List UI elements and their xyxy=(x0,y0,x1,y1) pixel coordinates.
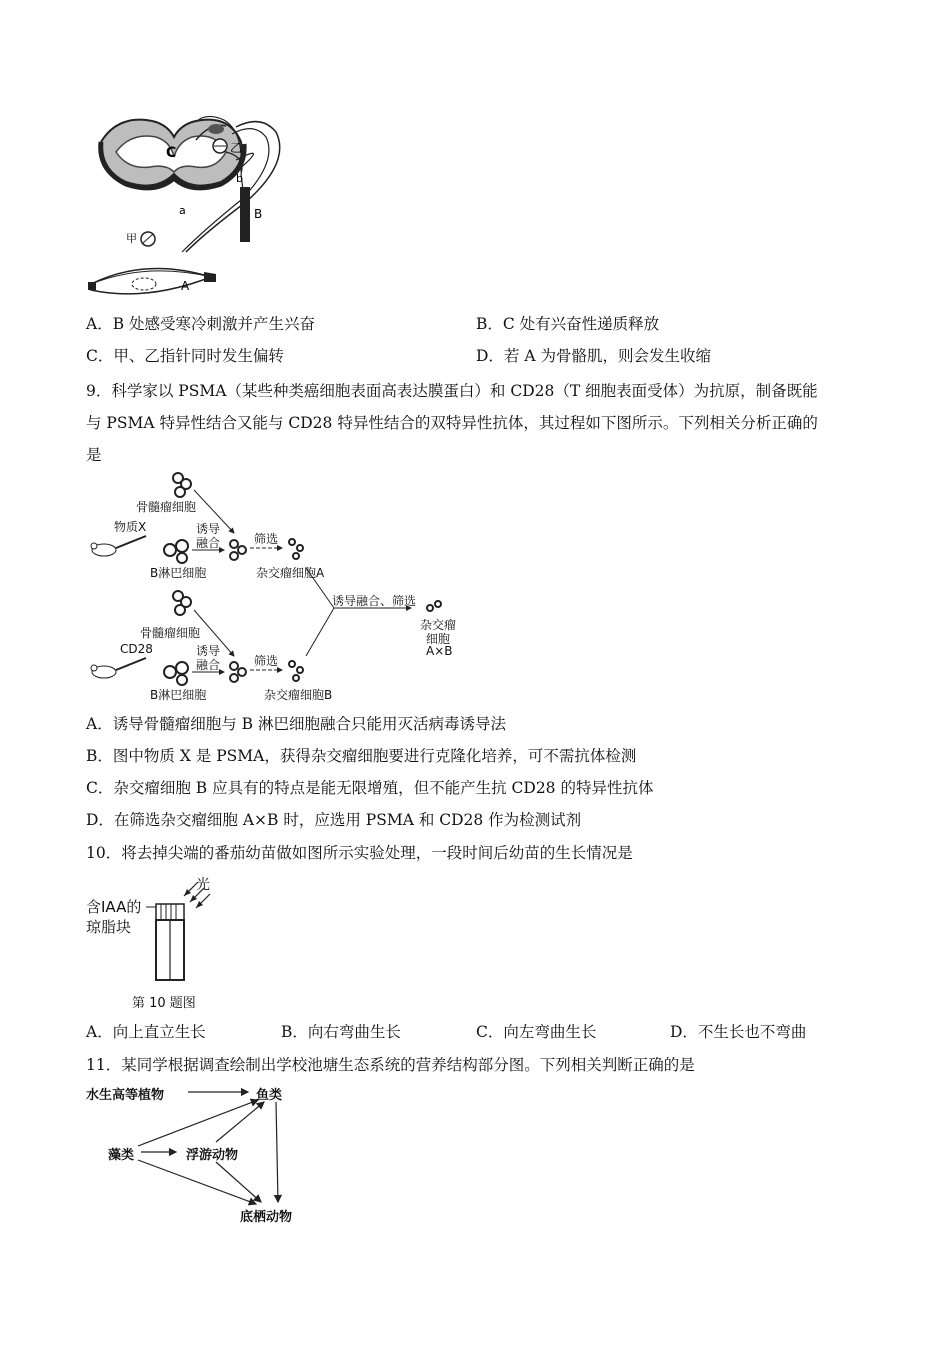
myeloma-cells-top xyxy=(173,473,191,497)
hybridoma-axb-cells xyxy=(427,601,441,611)
label-cd28: CD28 xyxy=(120,642,153,656)
label-b: b xyxy=(236,172,243,185)
q10-figure xyxy=(86,872,246,1012)
label-result-3: A×B xyxy=(426,644,453,658)
label-a: a xyxy=(179,204,186,217)
q10-option-c: C．向左弯曲生长 xyxy=(476,1023,597,1041)
label-jia: 甲 xyxy=(126,232,137,245)
label-myeloma-bottom: 骨髓瘤细胞 xyxy=(140,626,201,640)
fused-cells-top xyxy=(230,540,246,560)
label-induce-top: 诱导 xyxy=(196,522,221,536)
hybridoma-a-cells xyxy=(289,539,303,559)
b-cells-top xyxy=(164,540,188,563)
label-zooplankton: 浮游动物 xyxy=(186,1148,239,1163)
q9-stem-line-2: 与 PSMA 特异性结合又能与 CD28 特异性结合的双特异性抗体，其过程如下图所示。下列相关分析正确的 xyxy=(86,414,818,432)
label-hybridoma-a: 杂交瘤细胞A xyxy=(256,566,325,580)
label-benthos: 底栖动物 xyxy=(240,1210,293,1225)
label-middle-step: 诱导融合、筛选 xyxy=(332,594,417,608)
q9-option-c: C．杂交瘤细胞 B 应具有的特点是能无限增殖，但不能产生抗 CD28 的特异性抗体 xyxy=(86,779,654,797)
effector-A xyxy=(91,268,211,293)
label-substance-x: 物质X xyxy=(114,520,147,534)
agar-block xyxy=(156,904,184,920)
seedling-diagram xyxy=(86,872,246,1012)
q8-option-d: D．若 A 为骨骼肌，则会发生收缩 xyxy=(476,347,711,365)
label-result-1: 杂交瘤 xyxy=(420,618,457,632)
label-C: C xyxy=(166,145,177,161)
label-fuse-bottom: 融合 xyxy=(196,658,221,672)
q8-option-b: B．C 处有兴奋性递质释放 xyxy=(476,315,660,333)
q9-stem-line-1: 9．科学家以 PSMA（某些种类癌细胞表面高表达膜蛋白）和 CD28（T 细胞表面受体）为抗原，制备既能 xyxy=(86,382,818,400)
label-fish: 鱼类 xyxy=(256,1088,283,1103)
label-b-cell-bottom: B淋巴细胞 xyxy=(150,688,207,702)
label-screen-bottom: 筛选 xyxy=(254,654,279,668)
q9-stem-line-3: 是 xyxy=(86,446,102,464)
mouse-icon-top xyxy=(91,543,116,556)
label-b-cell-top: B淋巴细胞 xyxy=(150,566,207,580)
q9-figure xyxy=(86,468,466,703)
q10-stem: 10．将去掉尖端的番茄幼苗做如图所示实验处理，一段时间后幼苗的生长情况是 xyxy=(86,844,633,862)
q9-option-d: D．在筛选杂交瘤细胞 A×B 时，应选用 PSMA 和 CD28 作为检测试剂 xyxy=(86,811,582,829)
q9-option-a: A．诱导骨髓瘤细胞与 B 淋巴细胞融合只能用灭活病毒诱导法 xyxy=(86,715,506,733)
label-B: B xyxy=(254,207,263,221)
label-agar-2: 琼脂块 xyxy=(86,918,132,936)
label-screen-top: 筛选 xyxy=(254,532,279,546)
q10-option-a: A．向上直立生长 xyxy=(86,1023,206,1041)
myeloma-cells-bottom xyxy=(173,591,191,615)
b-cells-bottom xyxy=(164,662,188,685)
label-plants: 水生高等植物 xyxy=(86,1088,165,1103)
label-algae: 藻类 xyxy=(108,1148,135,1163)
q8-figure xyxy=(86,112,326,302)
label-agar-1: 含IAA的 xyxy=(86,898,142,916)
label-light: 光 xyxy=(196,877,210,893)
label-induce-bottom: 诱导 xyxy=(196,644,221,658)
label-hybridoma-b: 杂交瘤细胞B xyxy=(264,688,333,702)
q9-option-b: B．图中物质 X 是 PSMA，获得杂交瘤细胞要进行克隆化培养，可不需抗体检测 xyxy=(86,747,637,765)
label-result-2: 细胞 xyxy=(426,632,451,646)
mouse-icon-bottom xyxy=(91,665,116,678)
q11-stem: 11．某同学根据调查绘制出学校池塘生态系统的营养结构部分图。下列相关判断正确的是 xyxy=(86,1056,695,1074)
label-fuse-top: 融合 xyxy=(196,536,221,550)
hybridoma-b-cells xyxy=(289,661,303,681)
receptor-B xyxy=(240,187,250,242)
label-A: A xyxy=(181,279,190,293)
label-yi: 乙 xyxy=(230,141,243,155)
figure-caption: 第 10 题图 xyxy=(132,996,196,1011)
q10-option-d: D．不生长也不弯曲 xyxy=(670,1023,807,1041)
reflex-arc-diagram xyxy=(86,112,326,302)
q8-option-a: A．B 处感受寒冷刺激并产生兴奋 xyxy=(86,315,316,333)
label-myeloma-top: 骨髓瘤细胞 xyxy=(136,500,197,514)
q10-option-b: B．向右弯曲生长 xyxy=(281,1023,401,1041)
q8-option-c: C．甲、乙指针同时发生偏转 xyxy=(86,347,284,365)
q11-figure xyxy=(86,1080,316,1225)
fused-cells-bottom xyxy=(230,662,246,682)
